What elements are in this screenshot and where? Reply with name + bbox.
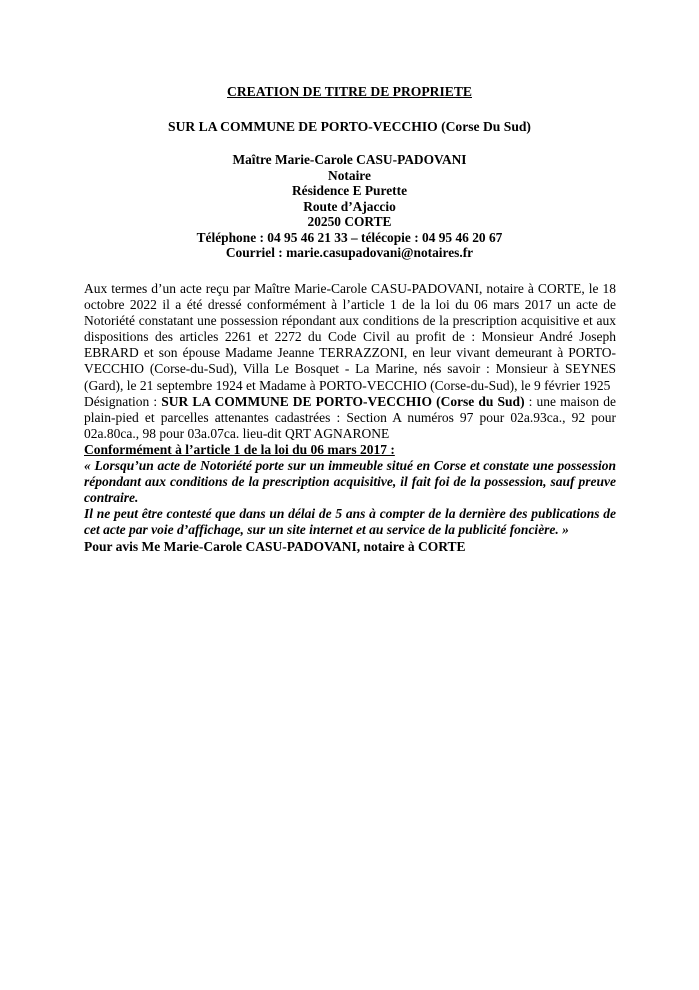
notary-phone: Téléphone : 04 95 46 21 33 – télécopie : 04 95 46 20 67 <box>196 229 503 245</box>
notary-city: 20250 CORTE <box>307 214 392 229</box>
designation-paragraph <box>84 394 616 442</box>
intro-paragraph: Aux termes d’un acte reçu par Maître Marie-Carole CASU-PADOVANI, notaire à CORTE, le 18 octobre 2022 il a été dressé conformément à l’article 1 de la loi du 06 mars 2017 un acte de Notoriété constatant une possession répondant aux conditions de la prescription acquisitive et aux dispositions des articles 2261 et 2272 du Code Civil au profit de : Monsieur André Joseph EBRARD et son épouse Madame Jeanne TERRAZZONI, en leur vivant demeurant à PORTO-VECCHIO (Corse-du-Sud), Villa Le Bosquet - La Marine, nés savoir : Monsieur à SEYNES (Gard), le 21 septembre 1924 et Madame à PORTO-VECCHIO (Corse-du-Sud), le 9 février 1925 <box>84 281 616 393</box>
law-quote-2: Il ne peut être contesté que dans un délai de 5 ans à compter de la dernière des publications de cet acte par voie d’affichage, sur un site internet et au service de la publicité foncière. » <box>84 506 616 538</box>
designation-label: Désignation : <box>84 393 162 409</box>
designation-details: : une maison de plain-pied et parcelles attenantes cadastrées : Section A numéros 97 pour 02a.93ca., 92 pour 02a.80ca., 98 pour 03a.07ca. lieu-dit QRT AGNARONE <box>84 393 616 441</box>
designation-place: SUR LA COMMUNE DE PORTO-VECCHIO (Corse du Sud) <box>161 393 525 409</box>
document-body <box>84 281 616 555</box>
notary-road: Route d’Ajaccio <box>303 198 396 214</box>
document-subtitle: SUR LA COMMUNE DE PORTO-VECCHIO (Corse Du Sud) <box>168 119 531 134</box>
law-quote-1: « Lorsqu’un acte de Notoriété porte sur un immeuble situé en Corse et constate une possession répondant aux conditions de la prescription acquisitive, il fait foi de la possession, sauf preuve contraire. <box>84 458 616 506</box>
notary-email: Courriel : marie.casupadovani@notaires.fr <box>225 245 474 260</box>
notary-address-block <box>0 152 699 261</box>
notary-residence: Résidence E Purette <box>291 183 408 198</box>
document-title: CREATION DE TITRE DE PROPRIETE <box>227 84 472 99</box>
law-heading: Conformément à l’article 1 de la loi du 06 mars 2017 : <box>84 441 395 457</box>
notary-name: Maître Marie-Carole CASU-PADOVANI <box>232 152 467 167</box>
notary-role: Notaire <box>328 167 371 183</box>
signature-line: Pour avis Me Marie-Carole CASU-PADOVANI, notaire à CORTE <box>84 538 466 554</box>
